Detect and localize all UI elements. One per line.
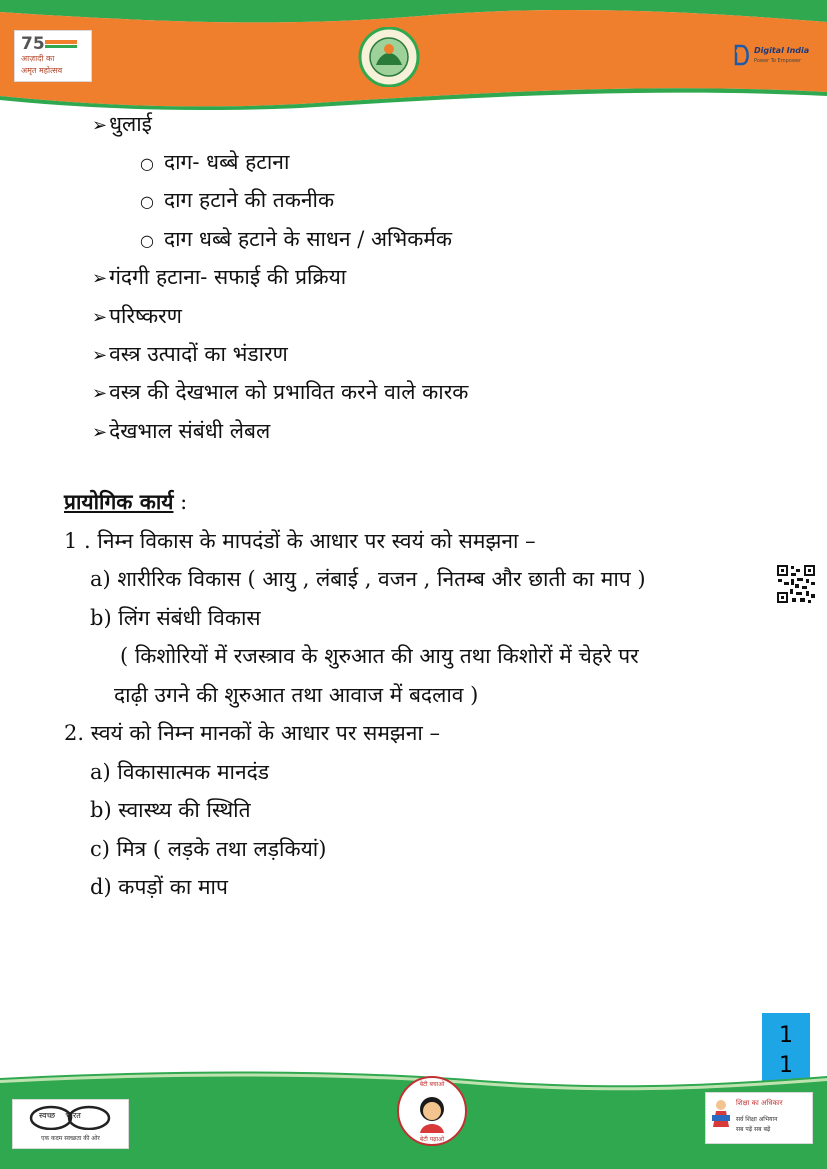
page-number-digit-1: 1 (779, 1023, 793, 1048)
shiksha-line-2: सब पढ़ें सब बढ़ें (736, 1126, 771, 1133)
azadi-logo-number: 75 (21, 34, 45, 54)
practical-item-2c: c) मित्र ( लड़के तथा लड़कियां) (90, 837, 327, 861)
arrow-bullet-icon: ➢ (92, 422, 108, 443)
swachh-bharat-text: स्वच्छ भारत (39, 1111, 81, 1120)
practical-item-2a: a) विकासात्मक मानदंड (90, 760, 270, 784)
sub-bullet-stain-agents: ○ दाग धब्बे हटाने के साधन / अभिकर्मक (140, 227, 453, 251)
arrow-bullet-icon: ➢ (92, 307, 108, 328)
bullet-storage: ➢वस्त्र उत्पादों का भंडारण (92, 342, 288, 366)
circle-bullet-icon: ○ (140, 192, 154, 211)
digital-india-icon (732, 44, 752, 66)
qr-code-icon (776, 564, 816, 604)
circle-bullet-icon: ○ (140, 231, 154, 250)
practical-item-1b: b) लिंग संबंधी विकास (90, 606, 261, 630)
sub-bullet-stain-removal: ○ दाग- धब्बे हटाना (140, 150, 290, 174)
shiksha-ka-adhikar-logo (705, 1092, 813, 1144)
digital-india-title: Digital India (754, 46, 810, 55)
practical-item-2b: b) स्वास्थ्य की स्थिति (90, 798, 251, 822)
bullet-care-labels: ➢देखभाल संबंधी लेबल (92, 419, 271, 443)
arrow-bullet-icon: ➢ (92, 345, 108, 366)
practical-item-1: 1 . निम्न विकास के मापदंडों के आधार पर स्वयं को समझना – (64, 529, 536, 553)
practical-item-1a: a) शारीरिक विकास ( आयु , लंबाई , वजन , नितम्ब और छाती का माप ) (90, 567, 646, 591)
bullet-washing: ➢धुलाई (92, 112, 152, 136)
department-seal-icon (358, 27, 420, 87)
practical-item-2d: d) कपड़ों का माप (90, 875, 228, 899)
arrow-bullet-icon: ➢ (92, 115, 108, 136)
sub-bullet-stain-techniques: ○ दाग हटाने की तकनीक (140, 188, 335, 212)
shiksha-title: शिक्षा का अधिकार (736, 1099, 783, 1107)
children-reading-icon (710, 1099, 732, 1129)
digital-india-tagline: Power To Empower (754, 58, 802, 64)
circle-bullet-icon: ○ (140, 154, 154, 173)
azadi-amrit-mahotsav-logo (14, 30, 92, 82)
arrow-bullet-icon: ➢ (92, 268, 108, 289)
azadi-logo-line1: आज़ादी का (21, 54, 55, 63)
shiksha-line-1: सर्व शिक्षा अभियान (736, 1116, 778, 1123)
practical-item-2: 2. स्वयं को निम्न मानकों के आधार पर समझना – (64, 721, 441, 745)
digital-india-logo (732, 40, 810, 72)
azadi-logo-line2: अमृत महोत्सव (21, 66, 63, 75)
swachh-bharat-logo (12, 1099, 129, 1149)
arrow-bullet-icon: ➢ (92, 383, 108, 404)
page-number-digit-2: 1 (779, 1053, 793, 1078)
bullet-finishing: ➢परिष्करण (92, 304, 182, 328)
beti-padhao-text: बेटी पढ़ाओ (419, 1136, 445, 1143)
bullet-cleaning-process: ➢गंदगी हटाना- सफाई की प्रक्रिया (92, 265, 347, 289)
swachh-bharat-tagline: एक कदम स्वच्छता की ओर (41, 1135, 100, 1142)
beti-bachao-logo (396, 1075, 468, 1147)
bullet-care-factors: ➢वस्त्र की देखभाल को प्रभावित करने वाले कारक (92, 380, 469, 404)
practical-heading: प्रायोगिक कार्य : (64, 489, 188, 514)
beti-bachao-text: बेटी बचाओ (419, 1081, 445, 1088)
practical-item-1b-detail-2: दाढ़ी उगने की शुरुआत तथा आवाज में बदलाव ) (114, 683, 479, 707)
practical-item-1b-detail-1: ( किशोरियों में रजस्त्राव के शुरुआत की आयु तथा किशोरों में चेहरे पर (120, 644, 639, 668)
